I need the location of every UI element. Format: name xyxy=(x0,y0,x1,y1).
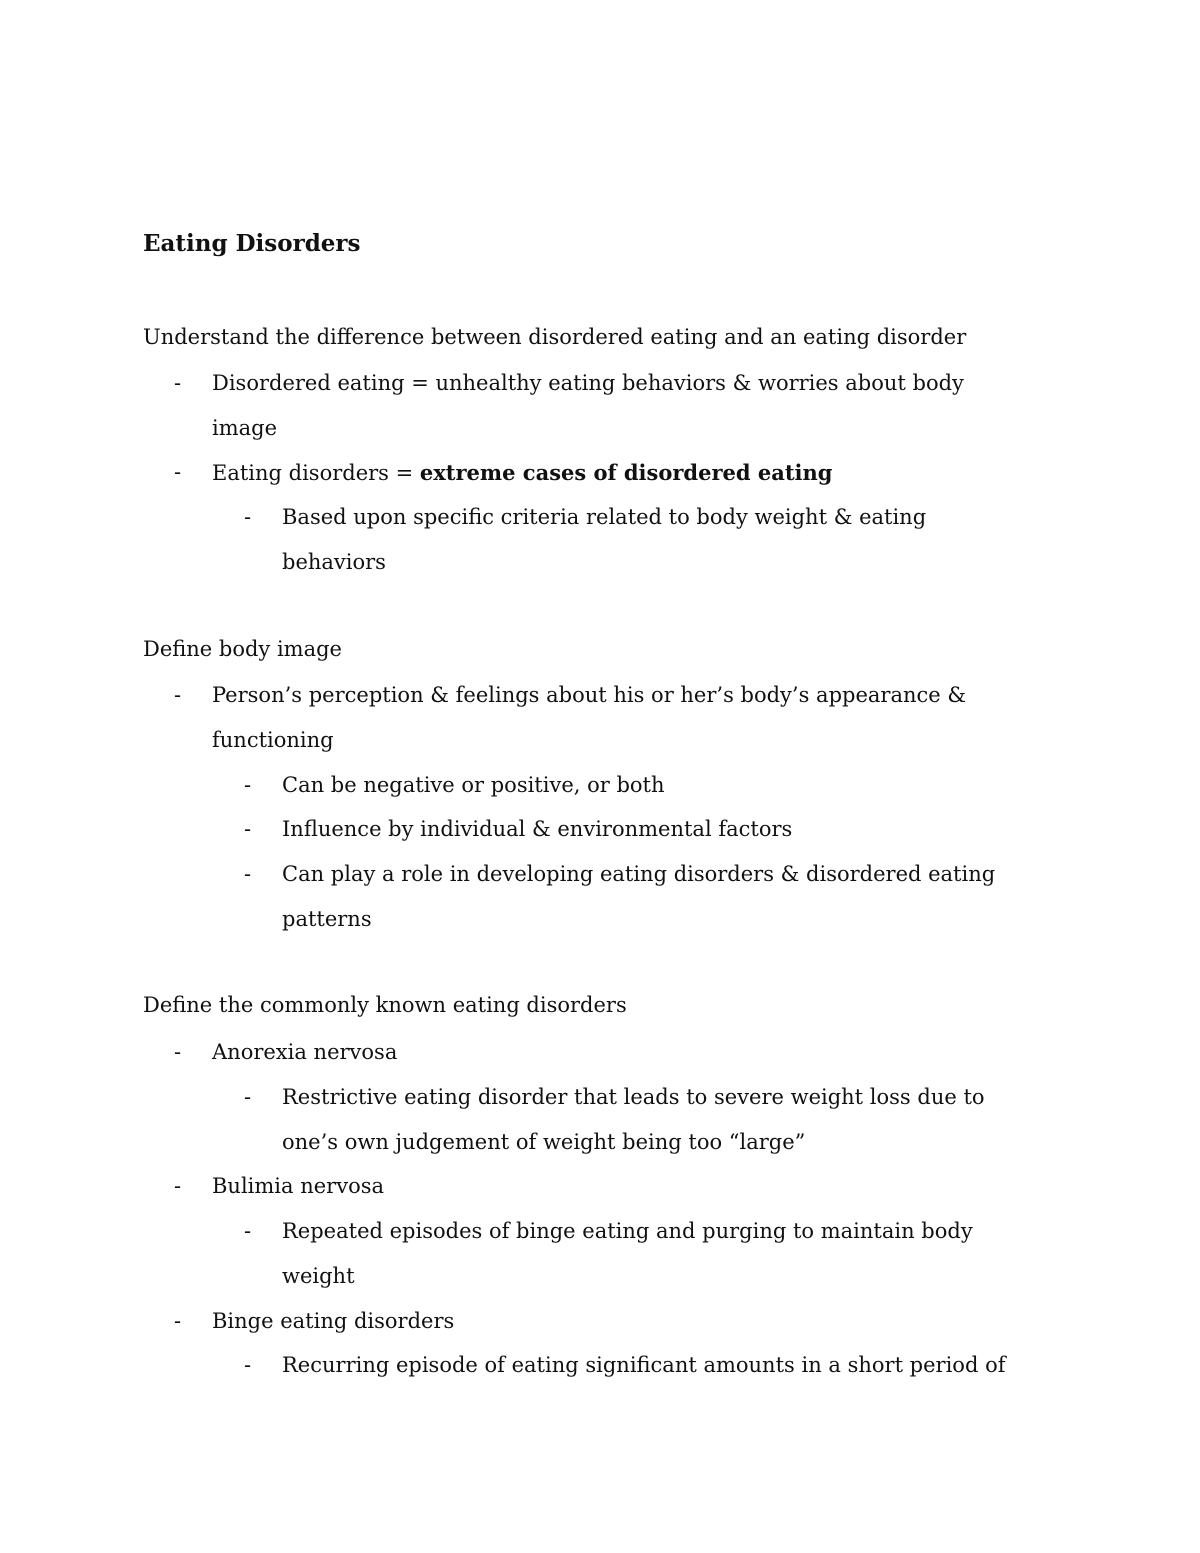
list-item-text-continued: patterns xyxy=(282,907,372,931)
list-item xyxy=(174,450,1042,496)
list-item xyxy=(174,361,1042,451)
list-item-text: Repeated episodes of binge eating and purging to maintain body xyxy=(282,1219,973,1243)
list-item-text: Binge eating disorders xyxy=(212,1309,455,1333)
list-item xyxy=(174,1030,1042,1075)
sub-list-item xyxy=(244,1075,1062,1165)
section-heading-body-image: Define body image xyxy=(143,637,342,661)
sub-list-item xyxy=(244,807,1062,852)
bullet-dash: - xyxy=(174,460,182,484)
list-item-text-continued: weight xyxy=(282,1264,355,1288)
list-item-text: Can be negative or positive, or both xyxy=(282,773,665,797)
sub-list-item xyxy=(244,852,1062,942)
list-item-text: Eating disorders = xyxy=(212,461,420,485)
bullet-dash: - xyxy=(174,1174,182,1198)
list-item xyxy=(174,1164,1042,1209)
list-item-text: Restrictive eating disorder that leads to severe weight loss due to xyxy=(282,1085,985,1109)
list-item-text-continued: functioning xyxy=(212,728,334,752)
list-item-text: Anorexia nervosa xyxy=(212,1040,398,1064)
bullet-dash: - xyxy=(244,1219,252,1243)
list-item xyxy=(174,673,1042,763)
sub-list-item xyxy=(244,763,1062,808)
sub-list-item xyxy=(244,1343,1062,1388)
bullet-dash: - xyxy=(244,862,252,886)
bullet-dash: - xyxy=(244,1353,252,1377)
list-item-text: Can play a role in developing eating disorders & disordered eating xyxy=(282,862,996,886)
list-item-text: Bulimia nervosa xyxy=(212,1174,385,1198)
list-item-text: Disordered eating = unhealthy eating behaviors & worries about body xyxy=(212,371,964,395)
bullet-dash: - xyxy=(244,505,252,529)
sub-list-item xyxy=(244,495,1062,585)
bullet-dash: - xyxy=(244,1085,252,1109)
sub-list-item xyxy=(244,1209,1062,1299)
list-item-text-continued: behaviors xyxy=(282,550,386,574)
list-item-text-continued: one’s own judgement of weight being too “large” xyxy=(282,1130,806,1154)
list-item-text: Person’s perception & feelings about his or her’s body’s appearance & xyxy=(212,683,967,707)
bullet-dash: - xyxy=(174,371,182,395)
list-item xyxy=(174,1299,1042,1344)
list-item-text-continued: image xyxy=(212,416,278,440)
bullet-dash: - xyxy=(244,773,252,797)
bullet-dash: - xyxy=(174,1309,182,1333)
page-title: Eating Disorders xyxy=(143,230,361,257)
bullet-dash: - xyxy=(174,683,182,707)
section-heading-eating-disorders: Define the commonly known eating disorders xyxy=(143,993,627,1017)
list-item-text: Influence by individual & environmental factors xyxy=(282,817,793,841)
bullet-dash: - xyxy=(244,817,252,841)
emphasis-text: extreme cases of disordered eating xyxy=(419,460,833,485)
section-heading-difference: Understand the difference between disordered eating and an eating disorder xyxy=(143,325,967,349)
list-item-text: Based upon specific criteria related to body weight & eating xyxy=(282,505,927,529)
list-item-text: Recurring episode of eating significant amounts in a short period of xyxy=(282,1353,1006,1377)
bullet-dash: - xyxy=(174,1040,182,1064)
